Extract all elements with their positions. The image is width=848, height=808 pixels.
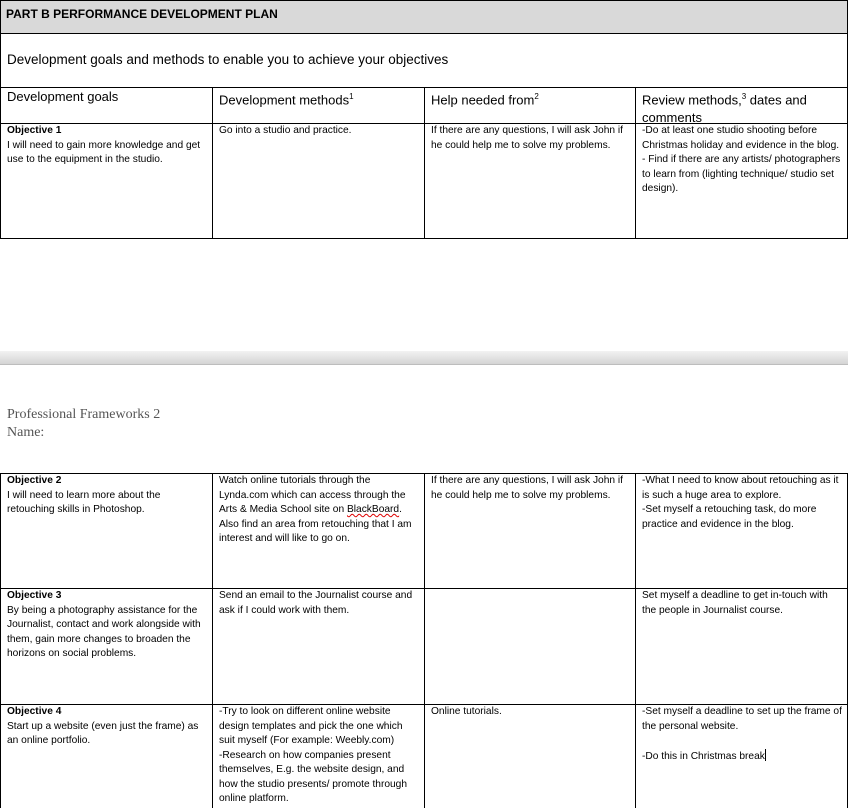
column-divider	[212, 473, 213, 808]
objective-title: Objective 3	[7, 590, 62, 601]
column-divider	[424, 473, 425, 808]
col-header-goals: Development goals	[7, 89, 119, 104]
objective-3-method: Send an email to the Journalist course and ask if I could work with them.	[219, 590, 413, 616]
objective-4-method	[219, 705, 421, 807]
text-cursor	[765, 749, 766, 761]
objective-title: Objective 4	[7, 706, 62, 717]
objective-1-review	[642, 124, 842, 197]
footnote-ref: 3	[741, 92, 747, 101]
objective-title: Objective 1	[7, 125, 62, 136]
table-border	[0, 473, 1, 808]
method-line: -Research on how companies present themselves, E.g. the website design, and how the studio presents/ promote through online platform.	[219, 749, 408, 804]
col-header-review-rest: dates and comments	[642, 92, 807, 126]
objective-4-help: Online tutorials.	[431, 706, 502, 717]
objective-goal-text: By being a photography assistance for the Journalist, contact and work alongside with them, gain more changes to broaden the horizons on social problems.	[7, 604, 201, 659]
method-text: . Also find an area from retouching that I am interest and will like to go on.	[219, 504, 412, 544]
review-line: Set myself a deadline to get in-touch with the people in Journalist course.	[642, 590, 828, 616]
objective-2-review	[642, 474, 840, 532]
objective-1-help: If there are any questions, I will ask John if he could help me to solve my problems.	[431, 125, 623, 151]
method-text: Watch online tutorials through the Lynda.com which can access through the Arts & Media School site on	[219, 475, 406, 515]
objective-3-goal	[7, 589, 207, 662]
review-line: -Do at least one studio shooting before Christmas holiday and evidence in the blog.	[642, 125, 840, 151]
objective-2-goal	[7, 474, 207, 518]
footnote-ref: 1	[349, 92, 354, 101]
column-divider	[212, 87, 213, 239]
col-header-methods	[219, 88, 419, 109]
blank-line	[642, 734, 842, 749]
name-label: Name:	[7, 425, 45, 440]
col-header-methods-label: Development methods	[219, 92, 350, 108]
page-break	[0, 351, 848, 365]
objective-2-method	[219, 474, 421, 547]
col-header-help	[431, 88, 631, 109]
col-header-help-label: Help needed from	[431, 92, 535, 108]
review-line: -Do this in Christmas break	[642, 750, 765, 762]
column-divider	[424, 87, 425, 239]
review-line: -Set myself a deadline to set up the frame of the personal website.	[642, 706, 842, 732]
page-header	[7, 406, 160, 442]
column-divider	[635, 87, 636, 239]
objective-goal-text: I will need to gain more knowledge and get use to the equipment in the studio.	[7, 139, 201, 165]
objective-3-review	[642, 589, 842, 618]
objective-goal-text: I will need to learn more about the retouching skills in Photoshop.	[7, 489, 161, 515]
objective-title: Objective 2	[7, 475, 62, 486]
plan-title: PART B PERFORMANCE DEVELOPMENT PLAN	[0, 0, 848, 33]
intro-text: Development goals and methods to enable you to achieve your objectives	[7, 52, 449, 67]
objective-1-method: Go into a studio and practice.	[219, 125, 352, 136]
objective-1-goal	[7, 124, 207, 168]
method-line: -Try to look on different online website design templates and pick the one which suit myself (For example: Weebly.com)	[219, 706, 403, 746]
review-line: -Set myself a retouching task, do more practice and evidence in the blog.	[642, 504, 817, 530]
objective-4-review[interactable]	[642, 705, 842, 764]
spellcheck-word: BlackBoard	[346, 504, 400, 515]
objective-2-help: If there are any questions, I will ask John if he could help me to solve my problems.	[431, 475, 623, 501]
objective-goal-text: Start up a website (even just the frame) as an online portfolio.	[7, 720, 199, 746]
footnote-ref: 2	[534, 92, 539, 101]
review-line-editing[interactable]	[642, 749, 842, 765]
column-divider	[635, 473, 636, 808]
review-line: - Find if there are any artists/ photographers to learn from (lighting technique/ studio set design).	[642, 154, 841, 194]
course-title: Professional Frameworks 2	[7, 407, 161, 422]
review-line: -What I need to know about retouching as it is such a huge area to explore.	[642, 475, 839, 501]
col-header-review-label: Review methods,	[642, 92, 742, 108]
objective-4-goal	[7, 705, 207, 749]
col-header-review	[642, 88, 842, 127]
